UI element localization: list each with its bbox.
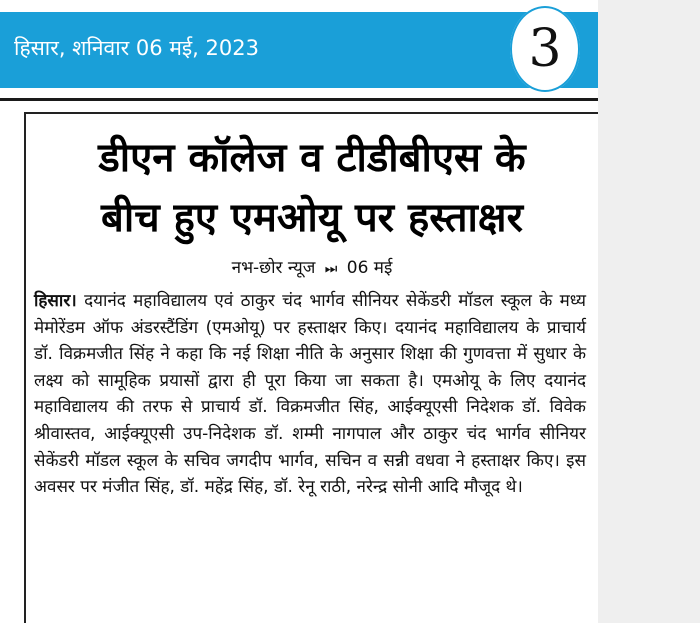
- article-headline: [26, 128, 598, 248]
- headline-line-2: बीच हुए एमओयू पर हस्ताक्षर: [101, 195, 523, 241]
- headline-line-1: डीएन कॉलेज व टीडीबीएस के: [98, 135, 526, 181]
- byline-date: 06 मई: [346, 258, 393, 278]
- article-body-text: दयानंद महाविद्यालय एवं ठाकुर चंद भार्गव सीनियर सेकेंडरी मॉडल स्कूल के मध्य मेमोरेंडम ऑफ अंडरस्टैंडिंग (एमओयू) पर हस्ताक्षर किए। दयानंद महाविद्यालय के प्राचार्य डॉ. विक्रमजीत सिंह ने कहा कि नई शिक्षा नीति के अनुसार शिक्षा की गुणवत्ता में सुधार के लक्ष्य को सामूहिक प्रयासों द्वारा ही पूरा किया जा सकता है। एमओयू के लिए दयानंद महाविद्यालय की तरफ से प्राचार्य डॉ. विक्रमजीत सिंह, आईक्यूएसी निदेशक डॉ. विवेक श्रीवास्तव, आईक्यूएसी उप-निदेशक डॉ. शम्मी नागपाल और ठाकुर चंद भार्गव सीनियर सेकेंडरी मॉडल स्कूल के सचिव जगदीप भार्गव, सचिन व सन्नी वधवा ने हस्ताक्षर किए। इस अवसर पर मंजीत सिंह, डॉ. महेंद्र सिंह, डॉ. रेनू राठी, नरेन्द्र सोनी आदि मौजूद थे।: [34, 291, 587, 498]
- dateline-place: हिसार।: [34, 291, 77, 311]
- header-date: हिसार, शनिवार 06 मई, 2023: [14, 36, 259, 60]
- fast-forward-icon: ⏭: [324, 261, 338, 277]
- byline-source: नभ-छोर न्यूज: [231, 258, 316, 278]
- page-margin: [598, 0, 700, 623]
- page-number: 3: [528, 19, 562, 79]
- header-divider: [0, 98, 598, 101]
- article-top-border: [24, 112, 598, 114]
- article-body: [34, 288, 586, 501]
- article-byline: [26, 256, 598, 281]
